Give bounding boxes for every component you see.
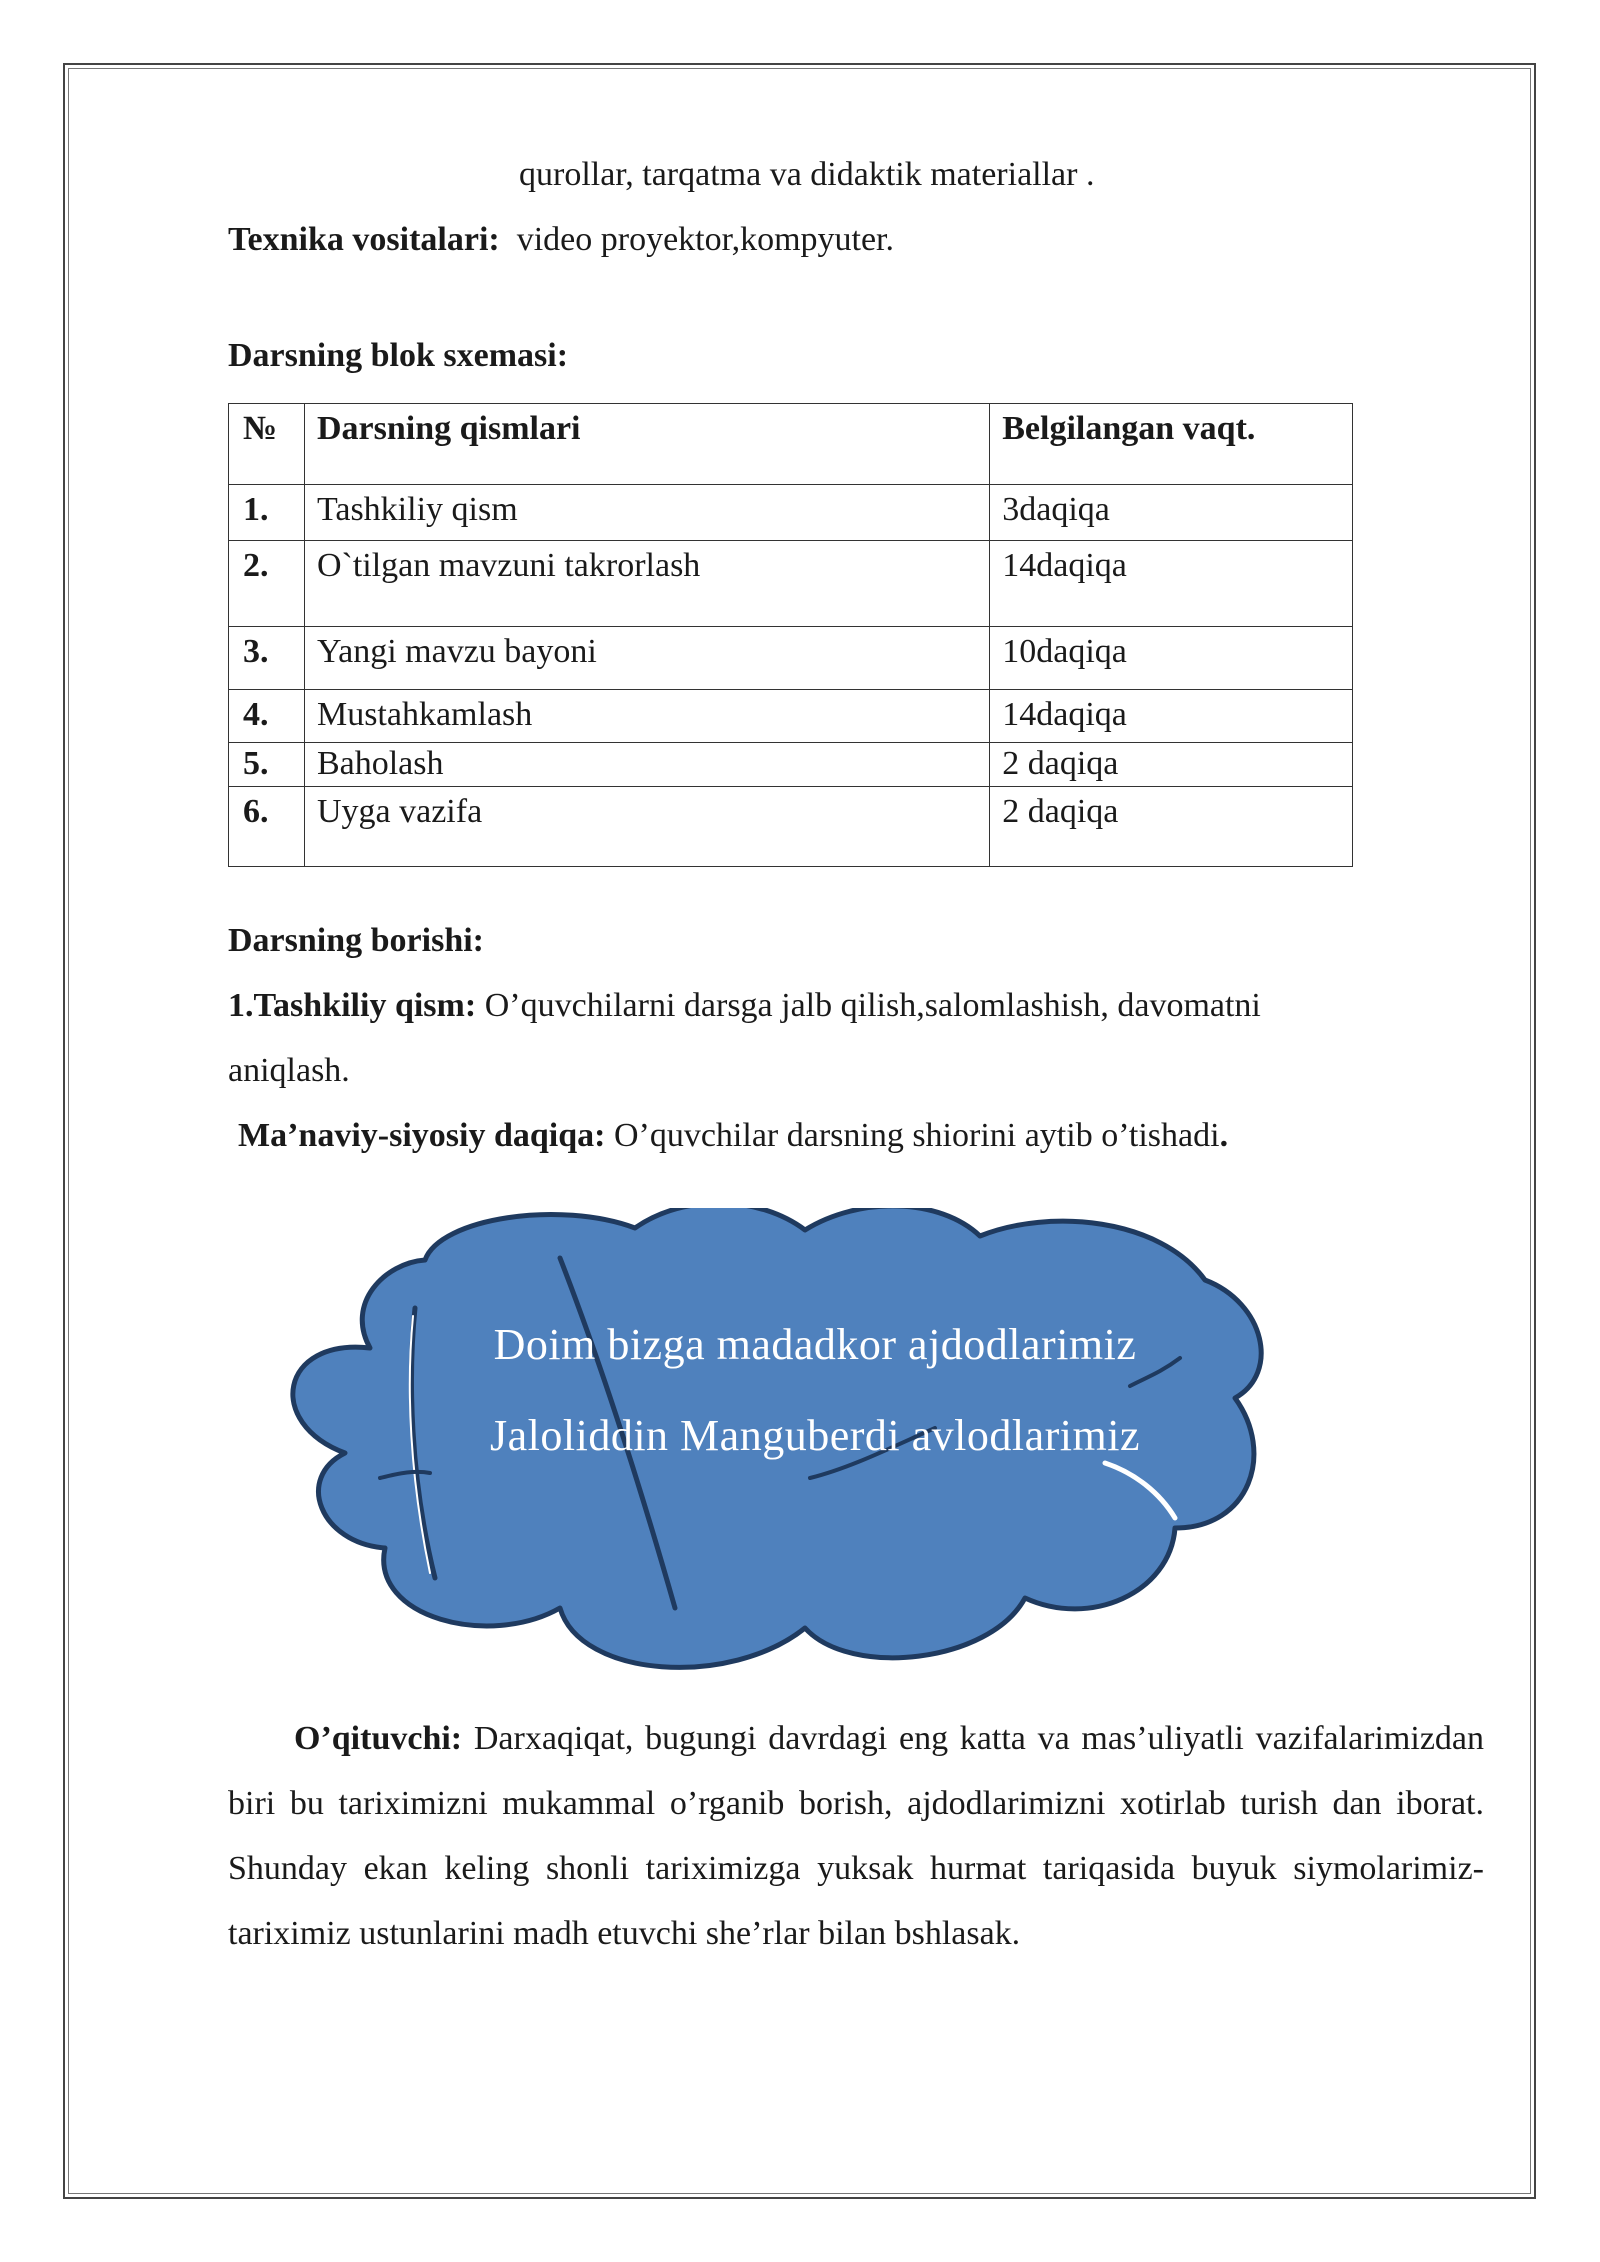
table-header-row <box>229 404 1353 485</box>
row-number: 5. <box>229 743 305 787</box>
tashkiliy-continuation: aniqlash. <box>228 1052 350 1089</box>
block-title: Darsning blok sxemasi: <box>228 337 569 374</box>
slogan-line-2: Jaloliddin Manguberdi avlodlarimiz <box>490 1411 1140 1460</box>
tashkiliy-label: 1.Tashkiliy qism: <box>228 987 477 1024</box>
row-time: 14daqiqa <box>990 541 1353 627</box>
row-time: 14daqiqa <box>990 690 1353 743</box>
tashkiliy-line <box>228 986 1261 1026</box>
header-parts: Darsning qismlari <box>304 404 989 485</box>
manaviy-line <box>238 1116 1228 1156</box>
manaviy-text: O’quvchilar darsning shiorini aytib o’tishadi <box>605 1117 1220 1154</box>
borishi-title: Darsning borishi: <box>228 922 484 959</box>
header-number: № <box>229 404 305 485</box>
header-time: Belgilangan vaqt. <box>990 404 1353 485</box>
table-row <box>229 485 1353 541</box>
row-number: 3. <box>229 627 305 690</box>
tashkiliy-text: O’quvchilarni darsga jalb qilish,salomlashish, davomatni <box>476 987 1261 1024</box>
row-part: Uyga vazifa <box>304 787 989 867</box>
slogan-cloud <box>290 1208 1340 1678</box>
row-number: 6. <box>229 787 305 867</box>
table-row <box>229 743 1353 787</box>
teacher-paragraph <box>228 1706 1484 1966</box>
technical-line <box>228 220 894 260</box>
row-time: 10daqiqa <box>990 627 1353 690</box>
manaviy-end: . <box>1219 1117 1229 1154</box>
row-number: 1. <box>229 485 305 541</box>
row-number: 4. <box>229 690 305 743</box>
row-time: 2 daqiqa <box>990 743 1353 787</box>
row-time: 2 daqiqa <box>990 787 1353 867</box>
row-part: Baholash <box>304 743 989 787</box>
row-part: O`tilgan mavzuni takrorlash <box>304 541 989 627</box>
technical-value: video proyektor,kompyuter. <box>499 221 895 258</box>
slogan-line-1: Doim bizga madadkor ajdodlarimiz <box>493 1320 1137 1369</box>
teacher-label: O’qituvchi: <box>294 1720 463 1757</box>
row-number: 2. <box>229 541 305 627</box>
table-row <box>229 541 1353 627</box>
manaviy-label: Ma’naviy-siyosiy daqiqa: <box>238 1117 606 1154</box>
row-part: Yangi mavzu bayoni <box>304 627 989 690</box>
table-row <box>229 787 1353 867</box>
row-part: Mustahkamlash <box>304 690 989 743</box>
technical-label: Texnika vositalari: <box>228 221 500 258</box>
table-row <box>229 690 1353 743</box>
teacher-text: Darxaqiqat, bugungi davrdagi eng katta va mas’uliyatli vazifalarimizdan biri bu tariximizni mukammal o’rganib borish, ajdodlarimizni xotirlab turish dan iborat. Shunday ekan keling shonli tariximizga yuksak hurmat tariqasida buyuk siymolarimiz-tariximiz ustunlarini madh etuvchi she’rlar bilan bshlasak. <box>228 1720 1484 1952</box>
lesson-block-table <box>228 403 1353 867</box>
table-row <box>229 627 1353 690</box>
header-line: qurollar, tarqatma va didaktik materiallar . <box>519 156 1095 193</box>
row-time: 3daqiqa <box>990 485 1353 541</box>
row-part: Tashkiliy qism <box>304 485 989 541</box>
